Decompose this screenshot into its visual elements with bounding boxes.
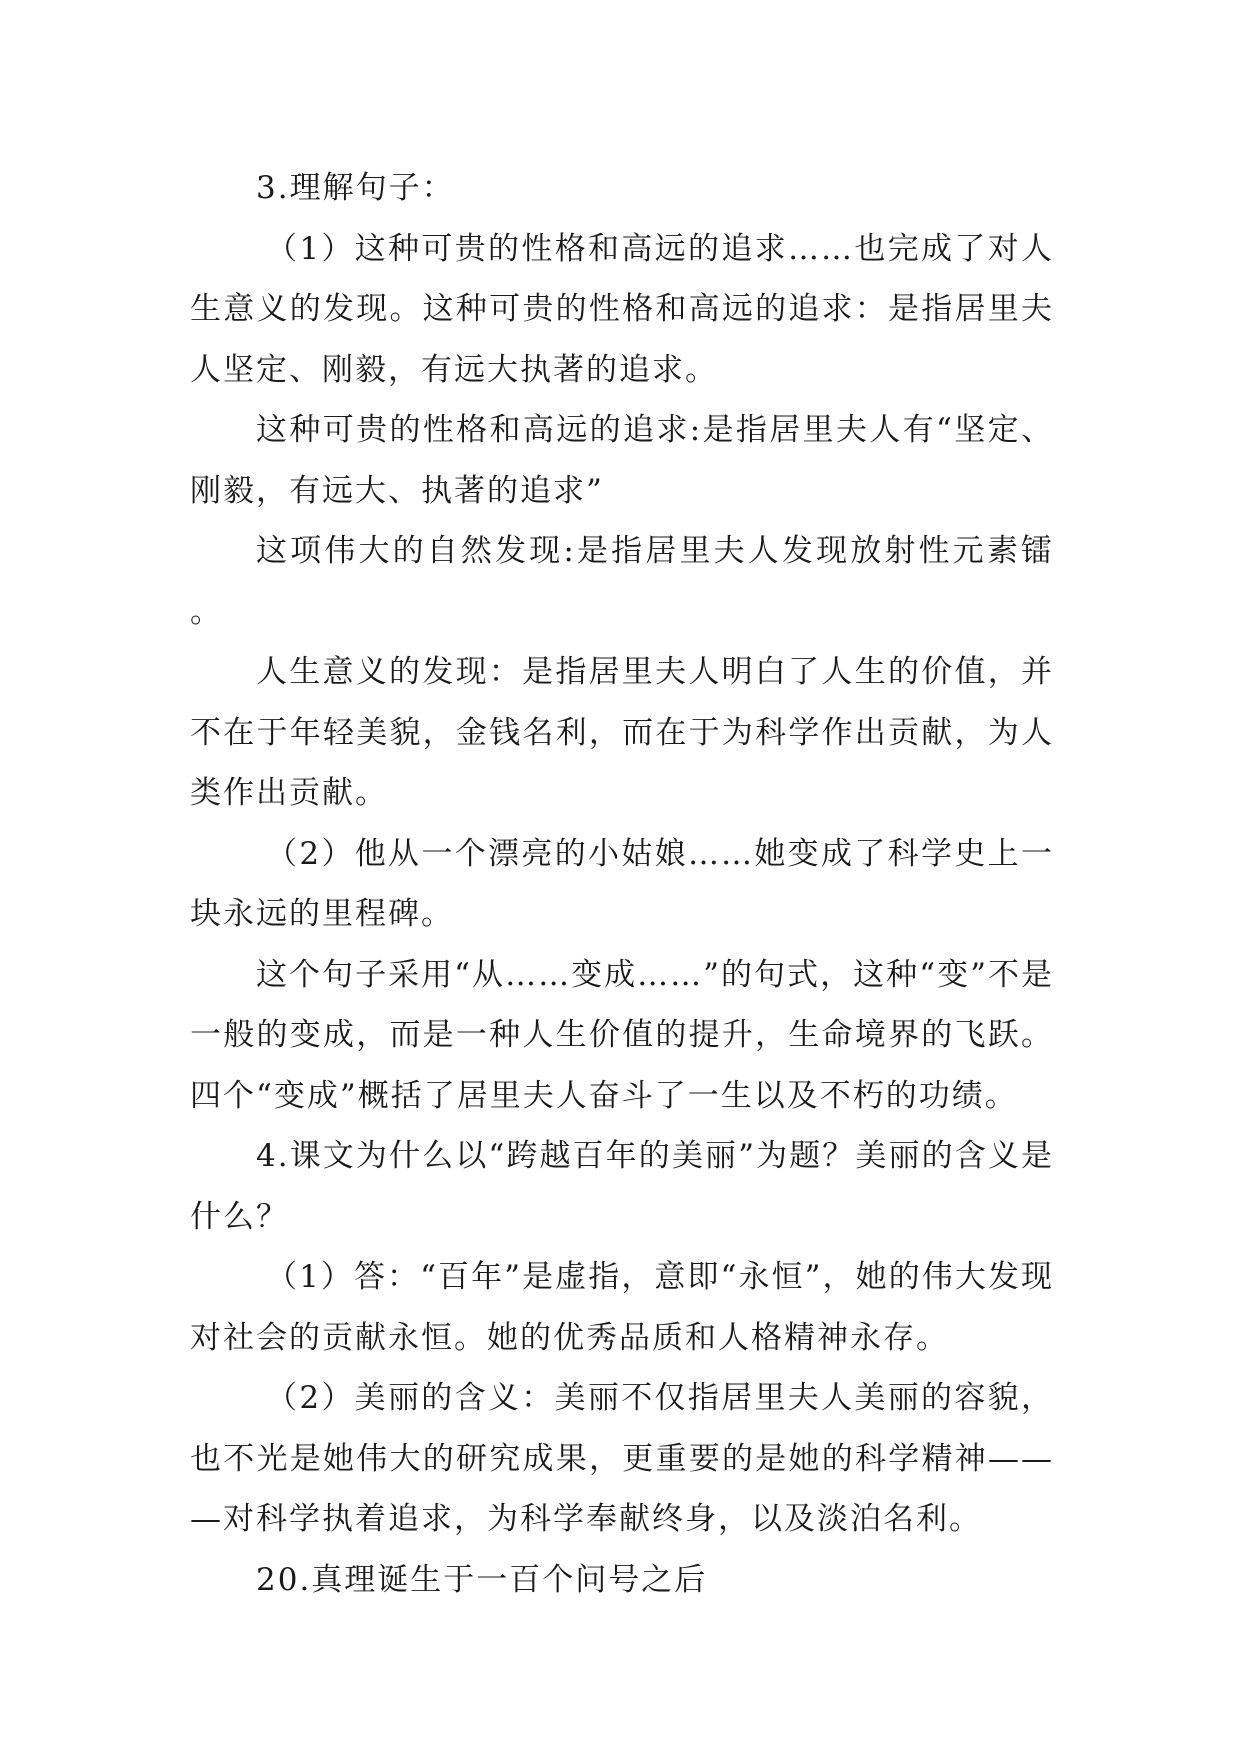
paragraph: 人生意义的发现：是指居里夫人明白了人生的价值，并不在于年轻美貌，金钱名利，而在于为科学作出贡献，为人类作出贡献。 bbox=[190, 654, 1054, 811]
paragraph: （2）他从一个漂亮的小姑娘……她变成了科学史上一块永远的里程碑。 bbox=[190, 835, 1054, 932]
paragraph: （1）答：“百年”是虚指，意即“永恒”，她的伟大发现对社会的贡献永恒。她的优秀品质和人格精神永存。 bbox=[190, 1259, 1054, 1356]
paragraph: 这种可贵的性格和高远的追求:是指居里夫人有“坚定、刚毅，有远大、执著的追求” bbox=[190, 412, 1054, 509]
paragraph: （1）这种可贵的性格和高远的追求……也完成了对人生意义的发现。这种可贵的性格和高远的追求：是指居里夫人坚定、刚毅，有远大执著的追求。 bbox=[190, 230, 1054, 388]
paragraph: 这个句子采用“从……变成……”的句式，这种“变”不是一般的变成，而是一种人生价值的提升，生命境界的飞跃。四个“变成”概括了居里夫人奋斗了一生以及不朽的功绩。 bbox=[190, 956, 1055, 1114]
paragraph: 4.课文为什么以“跨越百年的美丽”为题？美丽的含义是什么？ bbox=[190, 1138, 1054, 1235]
paragraph: （2）美丽的含义：美丽不仅指居里夫人美丽的容貌，也不光是她伟大的研究成果，更重要的是她的科学精神———对科学执着追求，为科学奉献终身，以及淡泊名利。 bbox=[190, 1380, 1054, 1537]
document-body bbox=[190, 158, 1054, 1610]
section-heading: 20.真理诞生于一百个问号之后 bbox=[256, 1561, 708, 1598]
paragraph: 3.理解句子： bbox=[256, 170, 455, 206]
paragraph: 这项伟大的自然发现:是指居里夫人发现放射性元素镭。 bbox=[190, 533, 1054, 630]
